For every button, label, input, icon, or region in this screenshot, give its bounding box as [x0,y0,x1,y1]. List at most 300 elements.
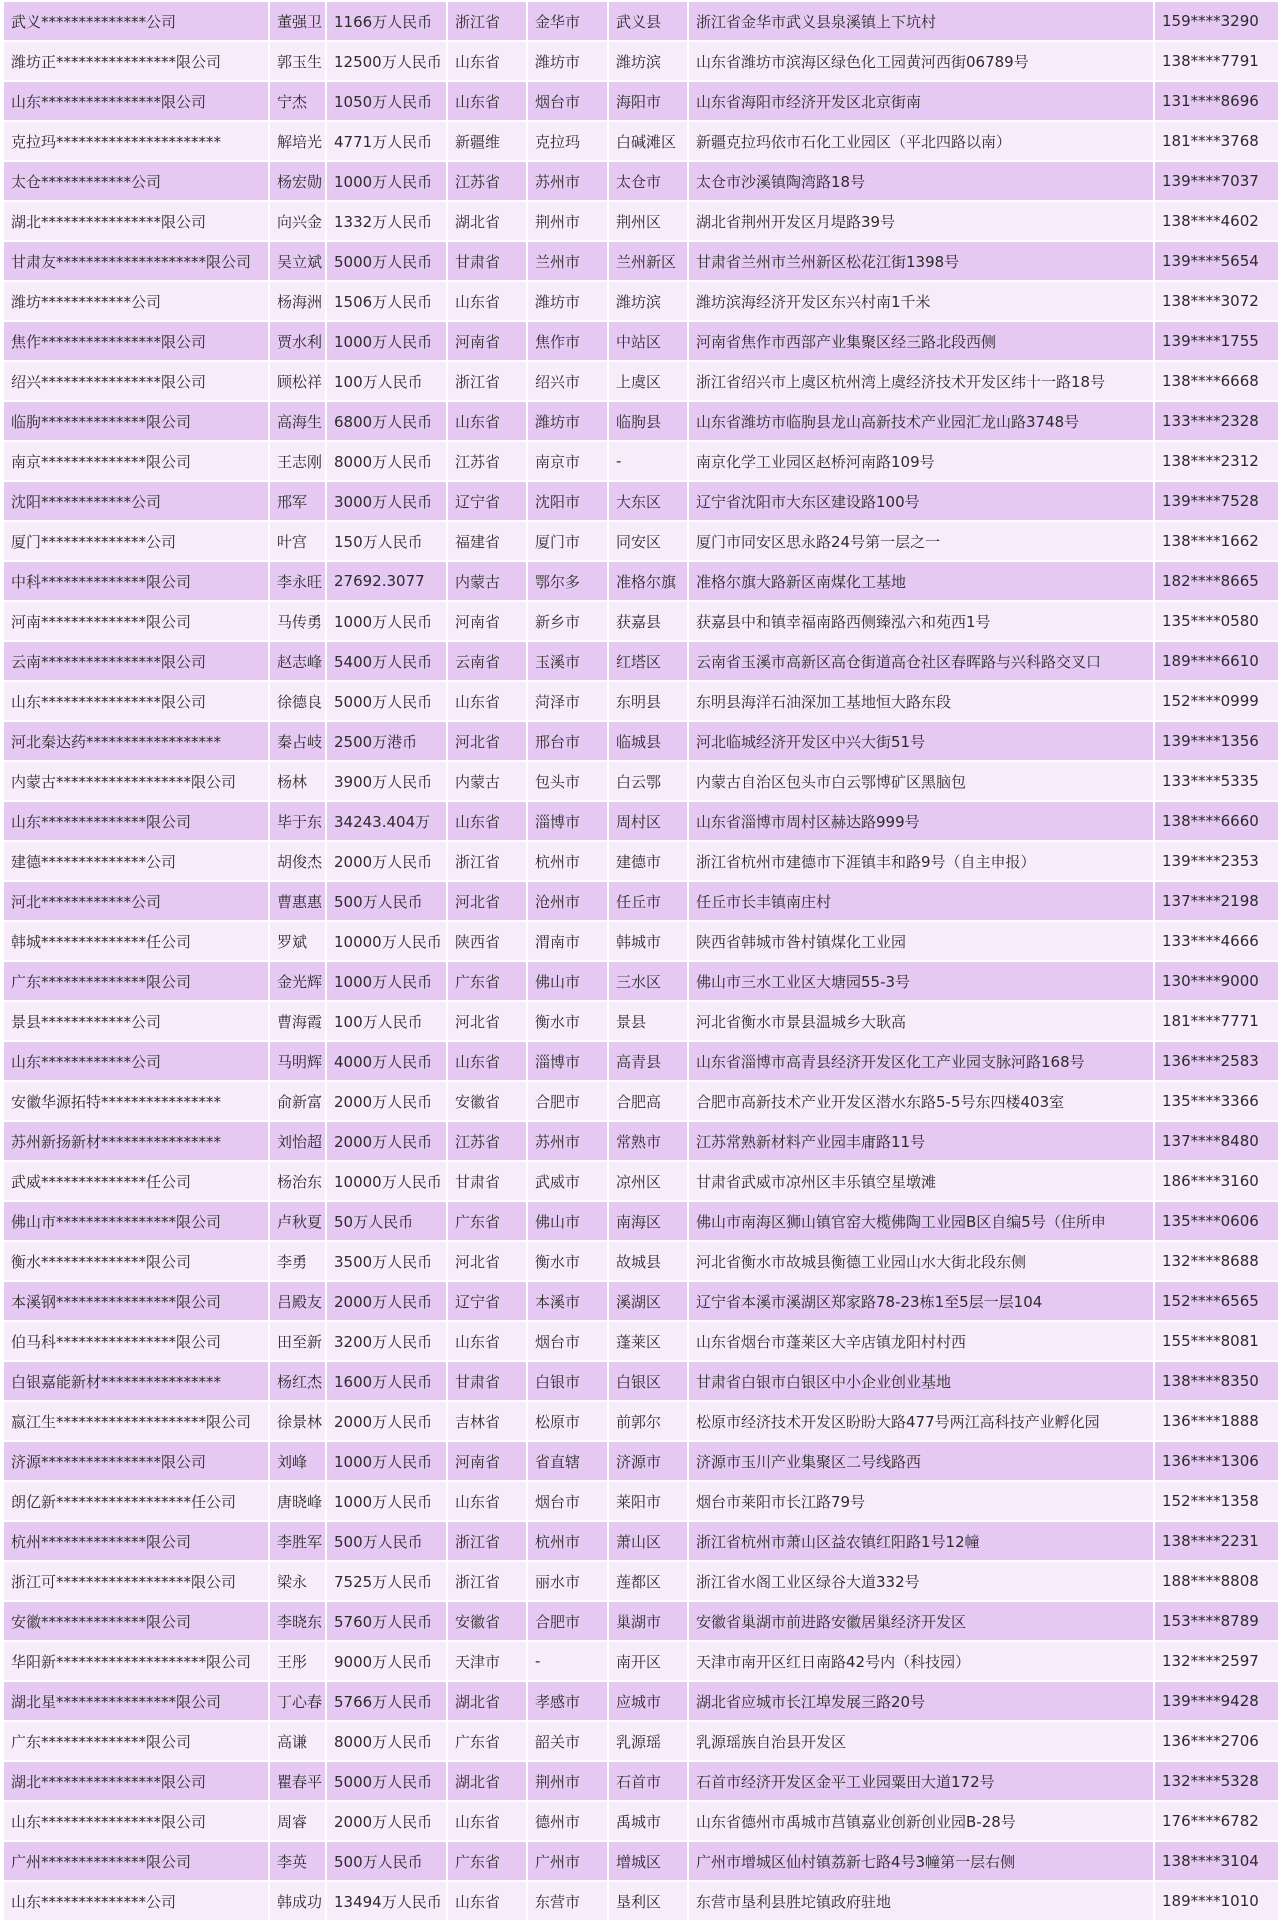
company-name-cell: 苏州新扬新材**************** [3,1121,269,1161]
district-cell: 任丘市 [608,881,688,921]
company-name-cell: 济源****************限公司 [3,1441,269,1481]
legal-rep-cell: 郭玉生 [269,41,326,81]
district-cell: 建德市 [608,841,688,881]
company-name-cell: 甘肃友********************限公司 [3,241,269,281]
table-row [3,1081,1279,1121]
province-cell: 山东省 [447,281,527,321]
table-row [3,281,1279,321]
city-cell: 兰州市 [527,241,608,281]
table-row [3,1641,1279,1681]
legal-rep-cell: 贾水利 [269,321,326,361]
province-cell: 山东省 [447,801,527,841]
table-row [3,961,1279,1001]
phone-cell: 138****2312 [1154,441,1279,481]
company-name-cell: 山东**************限公司 [3,801,269,841]
province-cell: 甘肃省 [447,1161,527,1201]
registered-capital-cell: 2500万港币 [326,721,447,761]
registered-capital-cell: 1332万人民币 [326,201,447,241]
company-table [2,0,1280,1920]
legal-rep-cell: 向兴金 [269,201,326,241]
table-row [3,1,1279,41]
legal-rep-cell: 李英 [269,1841,326,1881]
legal-rep-cell: 王彤 [269,1641,326,1681]
registered-capital-cell: 500万人民币 [326,881,447,921]
province-cell: 江苏省 [447,1121,527,1161]
company-name-cell: 杭州**************限公司 [3,1521,269,1561]
legal-rep-cell: 田至新 [269,1321,326,1361]
phone-cell: 132****5328 [1154,1761,1279,1801]
district-cell: 周村区 [608,801,688,841]
table-row [3,641,1279,681]
legal-rep-cell: 俞新富 [269,1081,326,1121]
city-cell: 省直辖 [527,1441,608,1481]
district-cell: 前郭尔 [608,1401,688,1441]
phone-cell: 159****3290 [1154,1,1279,41]
district-cell: - [608,441,688,481]
address-cell: 湖北省荆州开发区月堤路39号 [688,201,1154,241]
city-cell: 丽水市 [527,1561,608,1601]
address-cell: 云南省玉溪市高新区高仓街道高仓社区春晖路与兴科路交叉口 [688,641,1154,681]
registered-capital-cell: 2000万人民币 [326,1801,447,1841]
city-cell: 玉溪市 [527,641,608,681]
company-name-cell: 华阳新********************限公司 [3,1641,269,1681]
legal-rep-cell: 刘峰 [269,1441,326,1481]
phone-cell: 130****9000 [1154,961,1279,1001]
address-cell: 甘肃省白银市白银区中小企业创业基地 [688,1361,1154,1401]
city-cell: 沈阳市 [527,481,608,521]
address-cell: 江苏常熟新材料产业园丰庸路11号 [688,1121,1154,1161]
table-row [3,1521,1279,1561]
phone-cell: 132****8688 [1154,1241,1279,1281]
phone-cell: 138****4602 [1154,201,1279,241]
table-row [3,361,1279,401]
company-name-cell: 山东****************限公司 [3,1801,269,1841]
district-cell: 蓬莱区 [608,1321,688,1361]
district-cell: 临朐县 [608,401,688,441]
city-cell: 广州市 [527,1841,608,1881]
table-row [3,401,1279,441]
company-name-cell: 临朐**************限公司 [3,401,269,441]
province-cell: 安徽省 [447,1601,527,1641]
address-cell: 广州市增城区仙村镇荔新七路4号3幢第一层右侧 [688,1841,1154,1881]
company-name-cell: 河南**************限公司 [3,601,269,641]
address-cell: 潍坊滨海经济开发区东兴村南1千米 [688,281,1154,321]
legal-rep-cell: 王志刚 [269,441,326,481]
legal-rep-cell: 徐景林 [269,1401,326,1441]
province-cell: 安徽省 [447,1081,527,1121]
legal-rep-cell: 曹海霞 [269,1001,326,1041]
company-name-cell: 内蒙古******************限公司 [3,761,269,801]
table-row [3,521,1279,561]
province-cell: 湖北省 [447,1761,527,1801]
province-cell: 广东省 [447,1201,527,1241]
phone-cell: 136****2706 [1154,1721,1279,1761]
company-name-cell: 伯马科****************限公司 [3,1321,269,1361]
registered-capital-cell: 5000万人民币 [326,1761,447,1801]
company-name-cell: 广东**************限公司 [3,961,269,1001]
table-row [3,241,1279,281]
province-cell: 山东省 [447,401,527,441]
phone-cell: 138****6668 [1154,361,1279,401]
table-row [3,1401,1279,1441]
legal-rep-cell: 唐晓峰 [269,1481,326,1521]
legal-rep-cell: 刘怡超 [269,1121,326,1161]
address-cell: 河北临城经济开发区中兴大街51号 [688,721,1154,761]
phone-cell: 138****1662 [1154,521,1279,561]
table-row [3,41,1279,81]
legal-rep-cell: 瞿春平 [269,1761,326,1801]
registered-capital-cell: 13494万人民币 [326,1881,447,1920]
city-cell: 焦作市 [527,321,608,361]
province-cell: 内蒙古 [447,761,527,801]
registered-capital-cell: 2000万人民币 [326,841,447,881]
province-cell: 甘肃省 [447,1361,527,1401]
registered-capital-cell: 10000万人民币 [326,921,447,961]
district-cell: 东明县 [608,681,688,721]
table-row [3,1601,1279,1641]
city-cell: 克拉玛 [527,121,608,161]
address-cell: 浙江省杭州市萧山区益农镇红阳路1号12幢 [688,1521,1154,1561]
city-cell: 德州市 [527,1801,608,1841]
city-cell: 佛山市 [527,961,608,1001]
table-row [3,721,1279,761]
district-cell: 白云鄂 [608,761,688,801]
legal-rep-cell: 杨林 [269,761,326,801]
company-name-cell: 山东****************限公司 [3,681,269,721]
district-cell: 白碱滩区 [608,121,688,161]
city-cell: 烟台市 [527,1481,608,1521]
district-cell: 故城县 [608,1241,688,1281]
table-row [3,1321,1279,1361]
city-cell: 淄博市 [527,1041,608,1081]
legal-rep-cell: 赵志峰 [269,641,326,681]
company-name-cell: 广州**************限公司 [3,1841,269,1881]
province-cell: 河北省 [447,721,527,761]
table-body [3,1,1279,1920]
district-cell: 应城市 [608,1681,688,1721]
address-cell: 甘肃省兰州市兰州新区松花江街1398号 [688,241,1154,281]
table-row [3,801,1279,841]
address-cell: 浙江省绍兴市上虞区杭州湾上虞经济技术开发区纬十一路18号 [688,361,1154,401]
company-name-cell: 山东**************公司 [3,1881,269,1920]
province-cell: 辽宁省 [447,481,527,521]
legal-rep-cell: 马明辉 [269,1041,326,1081]
address-cell: 山东省海阳市经济开发区北京街南 [688,81,1154,121]
phone-cell: 188****8808 [1154,1561,1279,1601]
address-cell: 东明县海洋石油深加工基地恒大路东段 [688,681,1154,721]
address-cell: 陕西省韩城市昝村镇煤化工业园 [688,921,1154,961]
registered-capital-cell: 4771万人民币 [326,121,447,161]
district-cell: 溪湖区 [608,1281,688,1321]
registered-capital-cell: 34243.404万 [326,801,447,841]
city-cell: 金华市 [527,1,608,41]
city-cell: 烟台市 [527,1321,608,1361]
registered-capital-cell: 5400万人民币 [326,641,447,681]
province-cell: 新疆维 [447,121,527,161]
address-cell: 新疆克拉玛依市石化工业园区（平北四路以南） [688,121,1154,161]
province-cell: 山东省 [447,1321,527,1361]
district-cell: 海阳市 [608,81,688,121]
city-cell: 衡水市 [527,1241,608,1281]
city-cell: 邢台市 [527,721,608,761]
company-name-cell: 潍坊正****************限公司 [3,41,269,81]
phone-cell: 136****1306 [1154,1441,1279,1481]
legal-rep-cell: 邢军 [269,481,326,521]
address-cell: 辽宁省沈阳市大东区建设路100号 [688,481,1154,521]
district-cell: 潍坊滨 [608,41,688,81]
legal-rep-cell: 杨治东 [269,1161,326,1201]
phone-cell: 136****1888 [1154,1401,1279,1441]
city-cell: 苏州市 [527,161,608,201]
registered-capital-cell: 150万人民币 [326,521,447,561]
address-cell: 石首市经济开发区金平工业园粟田大道172号 [688,1761,1154,1801]
table-row [3,1001,1279,1041]
district-cell: 韩城市 [608,921,688,961]
district-cell: 白银区 [608,1361,688,1401]
registered-capital-cell: 100万人民币 [326,1001,447,1041]
table-row [3,1481,1279,1521]
legal-rep-cell: 高谦 [269,1721,326,1761]
city-cell: 松原市 [527,1401,608,1441]
phone-cell: 139****1755 [1154,321,1279,361]
phone-cell: 155****8081 [1154,1321,1279,1361]
city-cell: 白银市 [527,1361,608,1401]
registered-capital-cell: 3500万人民币 [326,1241,447,1281]
phone-cell: 138****3072 [1154,281,1279,321]
company-name-cell: 南京**************限公司 [3,441,269,481]
company-name-cell: 安徽**************限公司 [3,1601,269,1641]
city-cell: 荆州市 [527,201,608,241]
province-cell: 山东省 [447,1481,527,1521]
registered-capital-cell: 1000万人民币 [326,1481,447,1521]
city-cell: - [527,1641,608,1681]
registered-capital-cell: 1506万人民币 [326,281,447,321]
table-row [3,1761,1279,1801]
address-cell: 南京化学工业园区赵桥河南路109号 [688,441,1154,481]
phone-cell: 182****8665 [1154,561,1279,601]
province-cell: 江苏省 [447,441,527,481]
table-row [3,441,1279,481]
province-cell: 天津市 [447,1641,527,1681]
province-cell: 内蒙古 [447,561,527,601]
province-cell: 河北省 [447,1001,527,1041]
city-cell: 苏州市 [527,1121,608,1161]
district-cell: 中站区 [608,321,688,361]
registered-capital-cell: 4000万人民币 [326,1041,447,1081]
district-cell: 高青县 [608,1041,688,1081]
phone-cell: 189****1010 [1154,1881,1279,1920]
registered-capital-cell: 1600万人民币 [326,1361,447,1401]
phone-cell: 152****1358 [1154,1481,1279,1521]
address-cell: 辽宁省本溪市溪湖区郑家路78-23栋1至5层一层104 [688,1281,1154,1321]
legal-rep-cell: 杨海洲 [269,281,326,321]
legal-rep-cell: 徐德良 [269,681,326,721]
address-cell: 湖北省应城市长江埠发展三路20号 [688,1681,1154,1721]
address-cell: 太仓市沙溪镇陶湾路18号 [688,161,1154,201]
city-cell: 菏泽市 [527,681,608,721]
legal-rep-cell: 罗斌 [269,921,326,961]
legal-rep-cell: 解培光 [269,121,326,161]
phone-cell: 139****7037 [1154,161,1279,201]
address-cell: 准格尔旗大路新区南煤化工基地 [688,561,1154,601]
company-name-cell: 云南****************限公司 [3,641,269,681]
city-cell: 鄂尔多 [527,561,608,601]
phone-cell: 181****3768 [1154,121,1279,161]
company-name-cell: 景县************公司 [3,1001,269,1041]
phone-cell: 139****9428 [1154,1681,1279,1721]
address-cell: 山东省德州市禹城市莒镇嘉业创新创业园B-28号 [688,1801,1154,1841]
province-cell: 浙江省 [447,361,527,401]
district-cell: 上虞区 [608,361,688,401]
registered-capital-cell: 2000万人民币 [326,1281,447,1321]
city-cell: 佛山市 [527,1201,608,1241]
legal-rep-cell: 宁杰 [269,81,326,121]
company-name-cell: 武威**************任公司 [3,1161,269,1201]
district-cell: 增城区 [608,1841,688,1881]
legal-rep-cell: 李胜军 [269,1521,326,1561]
registered-capital-cell: 8000万人民币 [326,1721,447,1761]
company-name-cell: 韩城**************任公司 [3,921,269,961]
city-cell: 绍兴市 [527,361,608,401]
province-cell: 陕西省 [447,921,527,961]
province-cell: 河南省 [447,1441,527,1481]
city-cell: 衡水市 [527,1001,608,1041]
address-cell: 河南省焦作市西部产业集聚区经三路北段西侧 [688,321,1154,361]
legal-rep-cell: 李永旺 [269,561,326,601]
company-name-cell: 湖北****************限公司 [3,1761,269,1801]
company-name-cell: 武义**************公司 [3,1,269,41]
address-cell: 天津市南开区红日南路42号内（科技园） [688,1641,1154,1681]
legal-rep-cell: 董强卫 [269,1,326,41]
province-cell: 山东省 [447,1801,527,1841]
table-row [3,561,1279,601]
province-cell: 云南省 [447,641,527,681]
legal-rep-cell: 叶宫 [269,521,326,561]
phone-cell: 176****6782 [1154,1801,1279,1841]
registered-capital-cell: 1000万人民币 [326,961,447,1001]
legal-rep-cell: 秦占岐 [269,721,326,761]
province-cell: 河南省 [447,321,527,361]
district-cell: 武义县 [608,1,688,41]
district-cell: 禹城市 [608,1801,688,1841]
province-cell: 山东省 [447,1041,527,1081]
district-cell: 南海区 [608,1201,688,1241]
company-name-cell: 广东**************限公司 [3,1721,269,1761]
province-cell: 浙江省 [447,1561,527,1601]
district-cell: 莱阳市 [608,1481,688,1521]
company-name-cell: 厦门**************公司 [3,521,269,561]
city-cell: 合肥市 [527,1601,608,1641]
registered-capital-cell: 1000万人民币 [326,1441,447,1481]
table-row [3,1121,1279,1161]
district-cell: 太仓市 [608,161,688,201]
district-cell: 济源市 [608,1441,688,1481]
legal-rep-cell: 杨红杰 [269,1361,326,1401]
district-cell: 荆州区 [608,201,688,241]
city-cell: 潍坊市 [527,281,608,321]
table-row [3,81,1279,121]
province-cell: 山东省 [447,41,527,81]
district-cell: 莲都区 [608,1561,688,1601]
company-name-cell: 沈阳************公司 [3,481,269,521]
registered-capital-cell: 5000万人民币 [326,241,447,281]
phone-cell: 152****6565 [1154,1281,1279,1321]
registered-capital-cell: 500万人民币 [326,1841,447,1881]
province-cell: 浙江省 [447,1,527,41]
province-cell: 福建省 [447,521,527,561]
address-cell: 甘肃省武威市凉州区丰乐镇空星墩滩 [688,1161,1154,1201]
company-name-cell: 衡水**************限公司 [3,1241,269,1281]
legal-rep-cell: 李晓东 [269,1601,326,1641]
company-name-cell: 焦作****************限公司 [3,321,269,361]
company-name-cell: 佛山市****************限公司 [3,1201,269,1241]
company-name-cell: 中科**************限公司 [3,561,269,601]
legal-rep-cell: 卢秋夏 [269,1201,326,1241]
legal-rep-cell: 吴立斌 [269,241,326,281]
province-cell: 湖北省 [447,1681,527,1721]
table-row [3,681,1279,721]
phone-cell: 138****7791 [1154,41,1279,81]
district-cell: 准格尔旗 [608,561,688,601]
address-cell: 浙江省金华市武义县泉溪镇上下坑村 [688,1,1154,41]
company-name-cell: 山东****************限公司 [3,81,269,121]
province-cell: 湖北省 [447,201,527,241]
legal-rep-cell: 高海生 [269,401,326,441]
province-cell: 浙江省 [447,841,527,881]
address-cell: 厦门市同安区思永路24号第一层之一 [688,521,1154,561]
company-name-cell: 河北************公司 [3,881,269,921]
address-cell: 任丘市长丰镇南庄村 [688,881,1154,921]
address-cell: 山东省潍坊市临朐县龙山高新技术产业园汇龙山路3748号 [688,401,1154,441]
province-cell: 河南省 [447,601,527,641]
phone-cell: 135****3366 [1154,1081,1279,1121]
company-name-cell: 湖北****************限公司 [3,201,269,241]
phone-cell: 139****5654 [1154,241,1279,281]
company-name-cell: 浙江可******************限公司 [3,1561,269,1601]
city-cell: 杭州市 [527,1521,608,1561]
phone-cell: 138****8350 [1154,1361,1279,1401]
address-cell: 合肥市高新技术产业开发区潜水东路5-5号东四楼403室 [688,1081,1154,1121]
address-cell: 烟台市莱阳市长江路79号 [688,1481,1154,1521]
city-cell: 杭州市 [527,841,608,881]
company-name-cell: 白银嘉能新材**************** [3,1361,269,1401]
address-cell: 安徽省巢湖市前进路安徽居巢经济开发区 [688,1601,1154,1641]
registered-capital-cell: 1000万人民币 [326,321,447,361]
table-row [3,321,1279,361]
city-cell: 韶关市 [527,1721,608,1761]
company-name-cell: 朗亿新******************任公司 [3,1481,269,1521]
district-cell: 常熟市 [608,1121,688,1161]
province-cell: 河北省 [447,881,527,921]
registered-capital-cell: 5766万人民币 [326,1681,447,1721]
registered-capital-cell: 9000万人民币 [326,1641,447,1681]
table-row [3,161,1279,201]
legal-rep-cell: 李勇 [269,1241,326,1281]
registered-capital-cell: 500万人民币 [326,1521,447,1561]
address-cell: 佛山市南海区狮山镇官窑大榄佛陶工业园B区自编5号（住所申 [688,1201,1154,1241]
registered-capital-cell: 5000万人民币 [326,681,447,721]
table-row [3,1721,1279,1761]
city-cell: 新乡市 [527,601,608,641]
registered-capital-cell: 12500万人民币 [326,41,447,81]
table-row [3,841,1279,881]
table-row [3,1281,1279,1321]
address-cell: 济源市玉川产业集聚区二号线路西 [688,1441,1154,1481]
address-cell: 山东省烟台市蓬莱区大辛店镇龙阳村村西 [688,1321,1154,1361]
registered-capital-cell: 8000万人民币 [326,441,447,481]
phone-cell: 139****1356 [1154,721,1279,761]
legal-rep-cell: 梁永 [269,1561,326,1601]
